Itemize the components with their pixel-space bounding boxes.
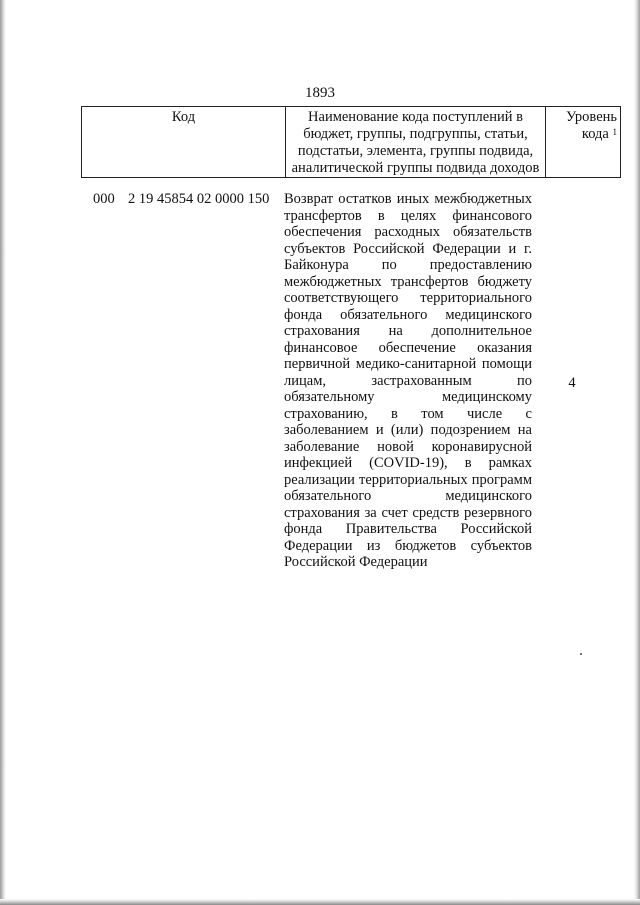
header-level-word: кода [581,126,609,142]
header-name: Наименование кода поступлений в бюджет, группы, подгруппы, статьи, подстатьи, элемента, группы подвида, аналитической группы подвида доходов [286,107,546,178]
scan-speck [580,653,582,655]
header-level [546,107,621,178]
scan-edge-right [634,0,640,905]
table-header [81,106,621,178]
header-code: Код [82,107,286,178]
header-level-line1: Уровень [565,109,617,125]
table-header-row [82,107,621,178]
footnote-marker: 1 [612,127,617,137]
row-name: Возврат остатков иных межбюджетных трансфертов в целях финансового обеспечения расходных обязательств субъектов Российской Федерации и г. Байконура по предоставлению межбюджетных трансфертов бюджету соответствующего территориального фонда обязательного медицинского страхования на дополнительное финансовое обеспечение оказания первичной медико-санитарной помощи лицам, застрахованным по обязательному медицинскому страхованию, в том числе с заболеванием и (или) подозрением на заболевание новой коронавирусной инфекцией (COVID-19), в рамках реализации территориальных программ обязательного медицинского страхования за счет средств резервного фонда Правительства Российской Федерации из бюджетов субъектов Российской Федерации [284,191,532,570]
row-admin-code: 000 [93,191,115,207]
scan-edge-bottom [0,899,640,905]
row-kbk-code: 2 19 45854 02 0000 150 [128,191,270,207]
header-level-line2 [549,126,617,143]
page-number: 1893 [305,85,335,101]
scan-edge-left [0,0,6,905]
row-level: 4 [568,375,576,391]
